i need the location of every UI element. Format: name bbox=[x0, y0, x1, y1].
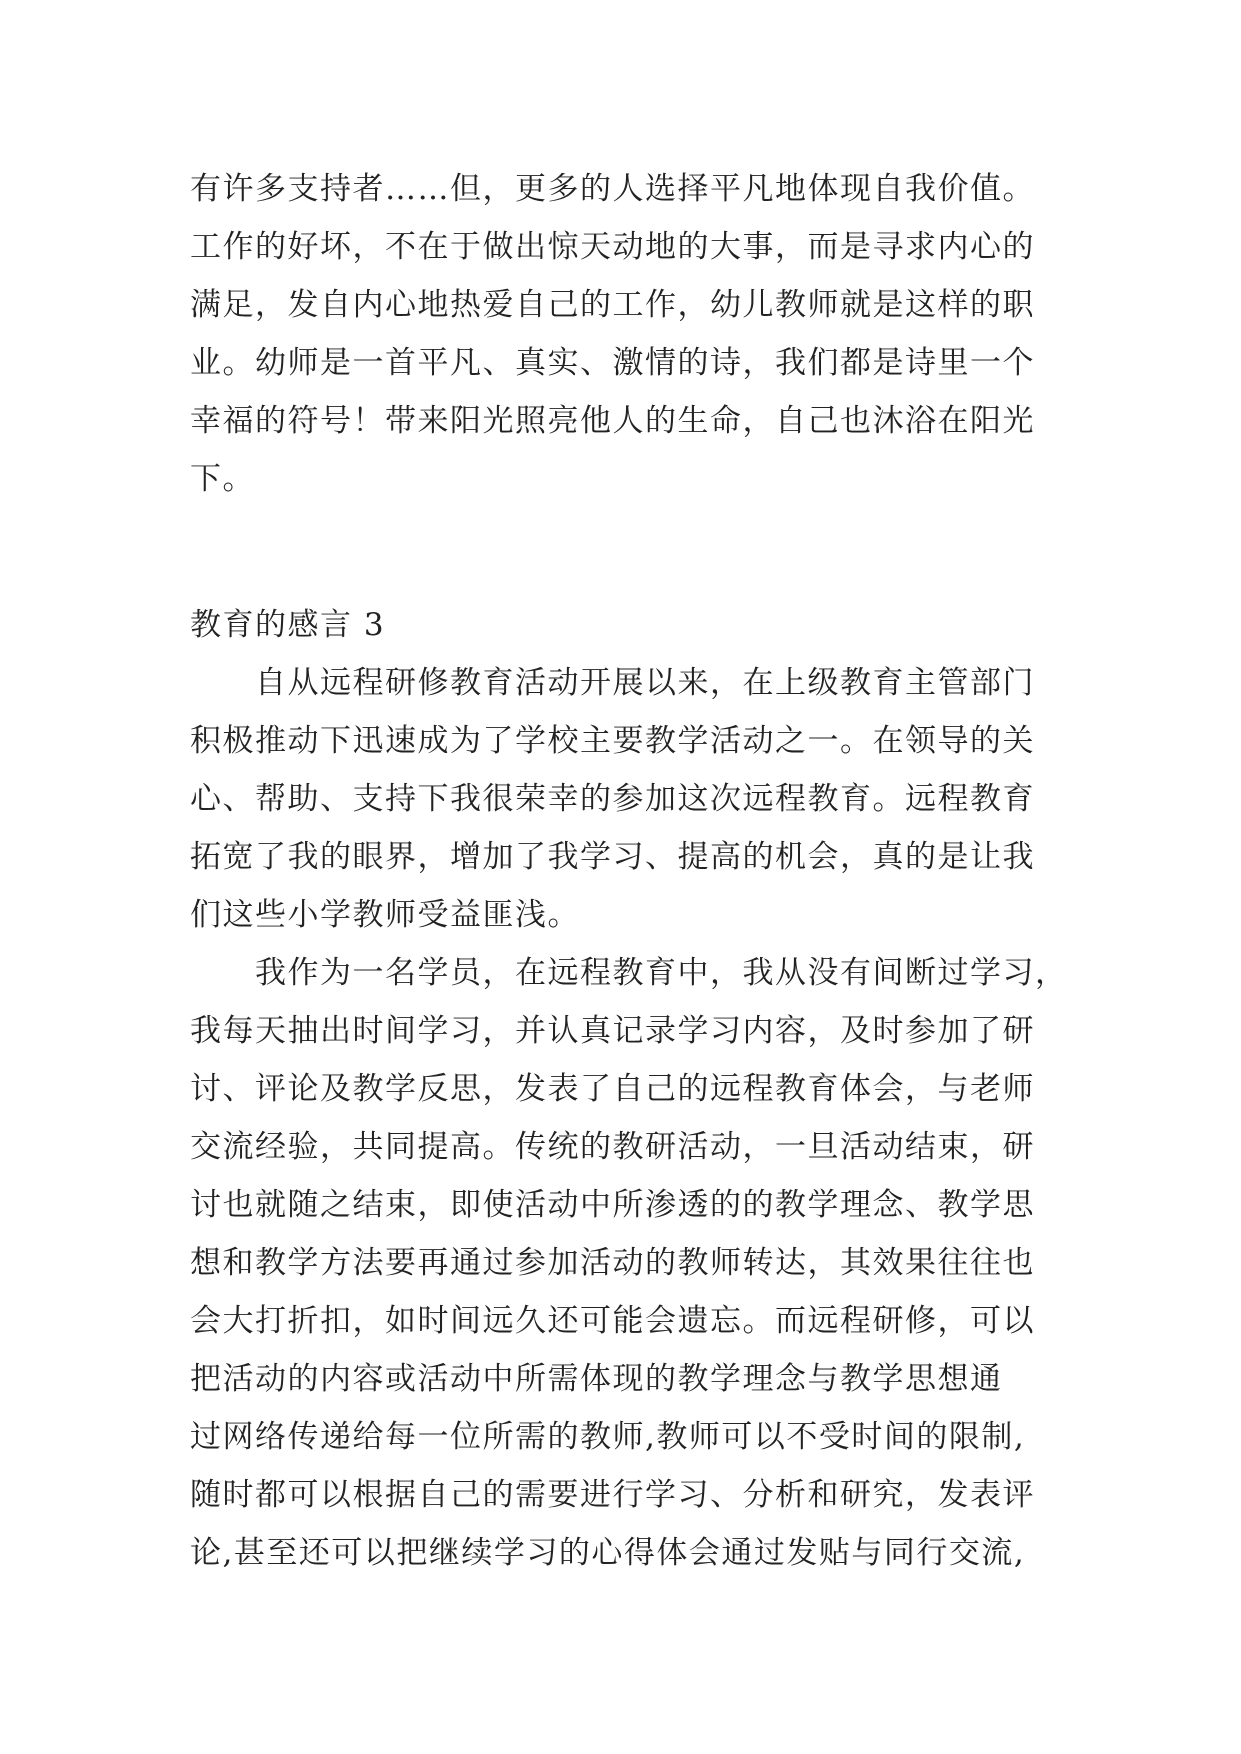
text-line: 把活动的内容或活动中所需体现的教学理念与教学思想通 bbox=[190, 1361, 1003, 1397]
text-line: 随时都可以根据自己的需要进行学习、分析和研究，发表评 bbox=[190, 1477, 1035, 1513]
text-line: 讨也就随之结束，即使活动中所渗透的的教学理念、教学思 bbox=[190, 1187, 1035, 1223]
paragraph-2 bbox=[190, 944, 1068, 1582]
text-line: 有许多支持者……但，更多的人选择平凡地体现自我价值。 bbox=[190, 171, 1035, 207]
text-line: 们这些小学教师受益匪浅。 bbox=[190, 897, 580, 933]
text-line: 下。 bbox=[190, 461, 255, 497]
text-line: 心、帮助、支持下我很荣幸的参加这次远程教育。远程教育 bbox=[190, 781, 1035, 817]
text-line: 交流经验，共同提高。传统的教研活动，一旦活动结束，研 bbox=[190, 1129, 1035, 1165]
text-line: 幸福的符号！带来阳光照亮他人的生命，自己也沐浴在阳光 bbox=[190, 403, 1035, 439]
text-line: 会大打折扣，如时间远久还可能会遗忘。而远程研修，可以 bbox=[190, 1303, 1035, 1339]
document-body bbox=[190, 160, 1068, 1582]
paragraph-continued bbox=[190, 160, 1060, 508]
section-title: 教育的感言 3 bbox=[190, 607, 386, 643]
text-line: 工作的好坏，不在于做出惊天动地的大事，而是寻求内心的 bbox=[190, 229, 1035, 265]
text-line: 我作为一名学员，在远程教育中，我从没有间断过学习， bbox=[190, 955, 1068, 991]
text-line: 论,甚至还可以把继续学习的心得体会通过发贴与同行交流, bbox=[190, 1535, 1026, 1571]
text-line: 积极推动下迅速成为了学校主要教学活动之一。在领导的关 bbox=[190, 723, 1035, 759]
paragraph-1 bbox=[190, 654, 1060, 944]
text-line: 自从远程研修教育活动开展以来，在上级教育主管部门 bbox=[190, 665, 1035, 701]
text-line: 过网络传递给每一位所需的教师,教师可以不受时间的限制, bbox=[190, 1419, 1026, 1455]
section-spacer bbox=[190, 508, 1060, 596]
text-line: 拓宽了我的眼界，增加了我学习、提高的机会，真的是让我 bbox=[190, 839, 1035, 875]
text-line: 讨、评论及教学反思，发表了自己的远程教育体会，与老师 bbox=[190, 1071, 1035, 1107]
text-line: 业。幼师是一首平凡、真实、激情的诗，我们都是诗里一个 bbox=[190, 345, 1035, 381]
text-line: 我每天抽出时间学习，并认真记录学习内容，及时参加了研 bbox=[190, 1013, 1035, 1049]
text-line: 想和教学方法要再通过参加活动的教师转达，其效果往往也 bbox=[190, 1245, 1035, 1281]
text-line: 满足，发自内心地热爱自己的工作，幼儿教师就是这样的职 bbox=[190, 287, 1035, 323]
